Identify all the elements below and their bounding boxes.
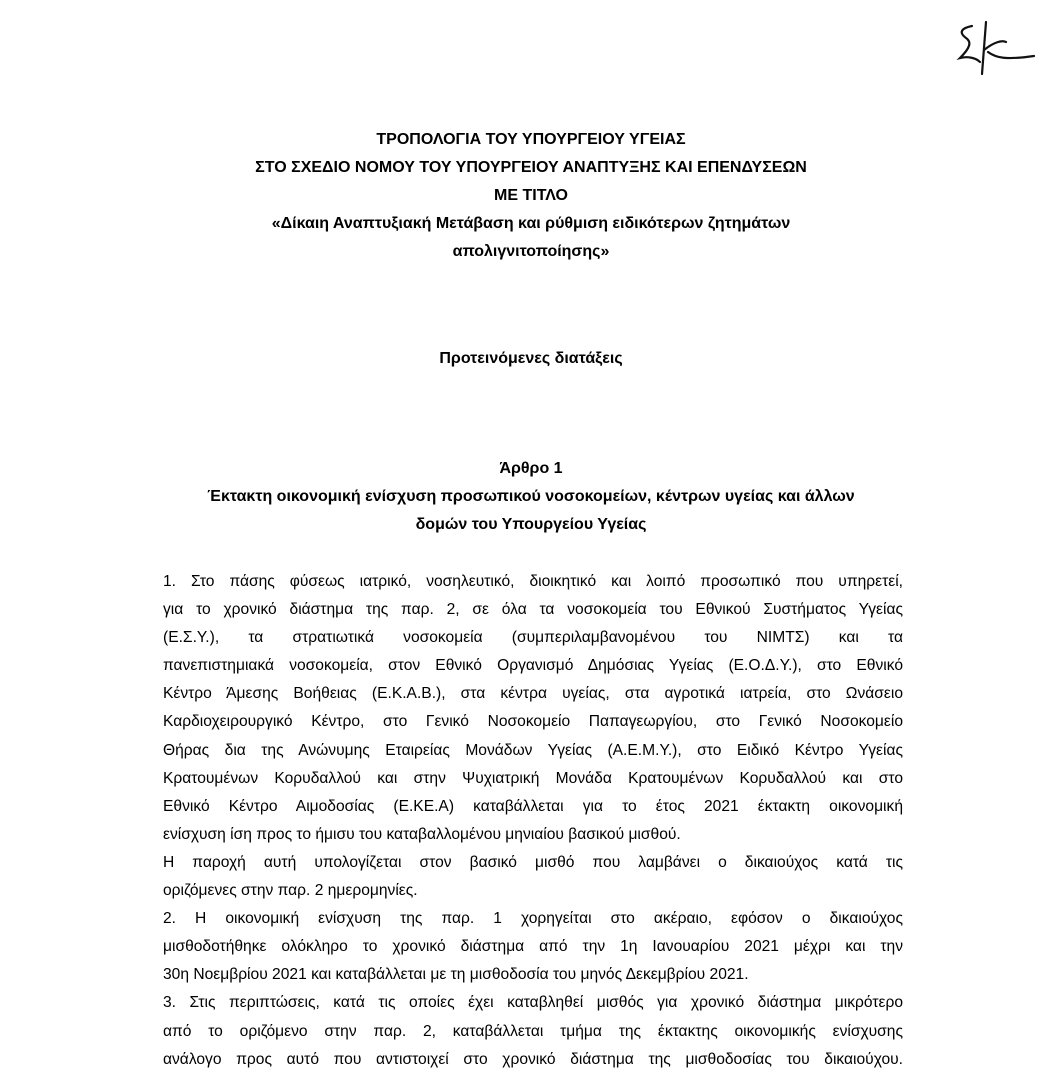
title-line: απολιγνιτοποίησης»	[452, 243, 610, 260]
title-line: ΜΕ ΤΙΤΛΟ	[494, 187, 568, 204]
body-line: ενίσχυση ίση προς το ήμισυ του καταβαλλομένου μηνιαίου βασικού μισθού.	[163, 825, 681, 843]
body-line: για το χρονικό διάστημα της παρ. 2, σε όλα τα νοσοκομεία του Εθνικού Συστήματος Υγείας	[163, 601, 903, 619]
body-line: Θήρας δια της Ανώνυμης Εταιρείας Μονάδων Υγείας (Α.Ε.Μ.Υ.), στο Ειδικό Κέντρο Υγείας	[163, 741, 903, 759]
body-line: (Ε.Σ.Υ.), τα στρατιωτικά νοσοκομεία (συμπεριλαμβανομένου του ΝΙΜΤΣ) και τα	[163, 629, 903, 647]
document-title	[0, 126, 1062, 266]
body-line: από το οριζόμενο στην παρ. 2, καταβάλλεται τμήμα της έκτακτης οικονομικής ενίσχυσης	[163, 1022, 903, 1040]
article-body	[163, 568, 903, 1074]
article-number: Άρθρο 1	[499, 460, 563, 477]
article-title-line: Έκτακτη οικονομική ενίσχυση προσωπικού νοσοκομείων, κέντρων υγείας και άλλων	[207, 488, 855, 505]
article-heading	[0, 455, 1062, 539]
body-line: Εθνικό Κέντρο Αιμοδοσίας (Ε.ΚΕ.Α) καταβάλλεται για το έτος 2021 έκτακτη οικονομική	[163, 797, 903, 815]
body-line: μισθοδοτήθηκε ολόκληρο το χρονικό διάστημα από την 1η Ιανουαρίου 2021 μέχρι και την	[163, 938, 903, 956]
body-line: 2. Η οικονομική ενίσχυση της παρ. 1 χορηγείται στο ακέραιο, εφόσον ο δικαιούχος	[163, 910, 903, 928]
body-line: 3. Στις περιπτώσεις, κατά τις οποίες έχει καταβληθεί μισθός για χρονικό διάστημα μικρότερο	[163, 994, 903, 1012]
body-line: πανεπιστημιακά νοσοκομεία, στον Εθνικό Οργανισμό Δημόσιας Υγείας (Ε.Ο.Δ.Υ.), στο Εθνικό	[163, 657, 903, 675]
title-line: ΣΤΟ ΣΧΕΔΙΟ ΝΟΜΟΥ ΤΟΥ ΥΠΟΥΡΓΕΙΟΥ ΑΝΑΠΤΥΞΗΣ ΚΑΙ ΕΠΕΝΔΥΣΕΩΝ	[255, 159, 807, 176]
body-line: Κέντρο Άμεσης Βοήθειας (Ε.Κ.Α.Β.), στα κέντρα υγείας, στα αγροτικά ιατρεία, στο Ωνάσειο	[163, 685, 903, 703]
body-line: ανάλογο προς αυτό που αντιστοιχεί στο χρονικό διάστημα της μισθοδοσίας του δικαιούχου.	[163, 1050, 903, 1068]
proposed-provisions-heading: Προτεινόμενες διατάξεις	[439, 350, 623, 367]
body-line: Καρδιοχειρουργικό Κέντρο, στο Γενικό Νοσοκομείο Παπαγεωργίου, στο Γενικό Νοσοκομείο	[163, 713, 903, 731]
title-line: «Δίκαιη Αναπτυξιακή Μετάβαση και ρύθμιση ειδικότερων ζητημάτων	[271, 215, 791, 232]
body-line: 1. Στο πάσης φύσεως ιατρικό, νοσηλευτικό, διοικητικό και λοιπό προσωπικό που υπηρετεί,	[163, 573, 903, 590]
body-line: 30η Νοεμβρίου 2021 και καταβάλλεται με τη μισθοδοσία του μηνός Δεκεμβρίου 2021.	[163, 966, 749, 984]
body-line: οριζόμενες στην παρ. 2 ημερομηνίες.	[163, 882, 418, 900]
body-line: Κρατουμένων Κορυδαλλού και στην Ψυχιατρική Μονάδα Κρατουμένων Κορυδαλλού και στο	[163, 769, 903, 787]
handwritten-initials	[950, 18, 1040, 78]
body-line: Η παροχή αυτή υπολογίζεται στον βασικό μισθό που λαμβάνει ο δικαιούχος κατά τις	[163, 853, 903, 871]
title-line: ΤΡΟΠΟΛΟΓΙΑ ΤΟΥ ΥΠΟΥΡΓΕΙΟΥ ΥΓΕΙΑΣ	[376, 131, 686, 148]
article-title-line: δομών του Υπουργείου Υγείας	[415, 516, 647, 533]
